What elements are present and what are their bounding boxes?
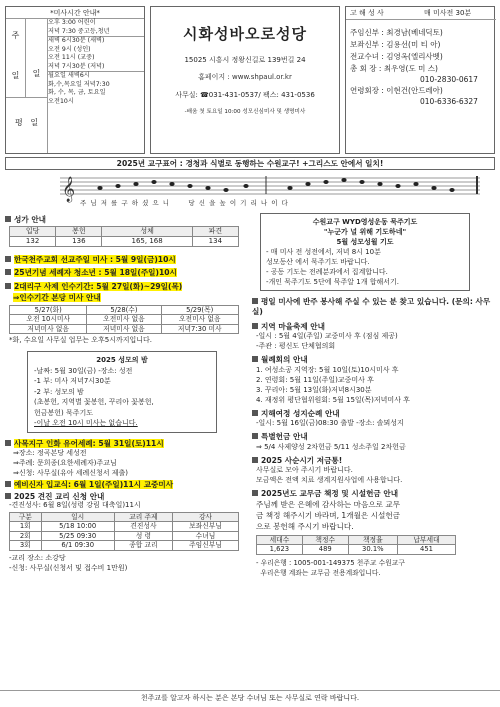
festival-title: 지역 마을축제 안내 — [252, 322, 495, 331]
rosary-box: 수원교구 WYD영성운동 묵주기도 "누군가 널 위해 기도하네" 5월 성모성월 기도 - 매 미사 전 성전에서, 저녁 8시 10분 성모동산 에서 묵주기도 바랍니다. - 공동 기도는 전례분과에서 집계합니다. -개인 묵주기도 5단에 묵주알 1개 합해서기. — [260, 213, 470, 291]
may-night-title: 2025 성모의 밤 — [96, 356, 148, 365]
confession-label: 고 해 성 사 — [350, 9, 384, 17]
mass-line: 오전 11시 (교중) — [48, 54, 95, 61]
parish-note: -배움 첫 토요일 10:00 성모신심미사 및 생명미사 — [184, 109, 306, 115]
notice-item: 한국천주교회 선교주일 미사 : 5월 9일(금)10시 — [5, 255, 245, 264]
parish-box — [150, 6, 340, 154]
parish-name: 시화성바오로성당 — [183, 25, 307, 43]
confirmation-notes: -교리 장소: 소강당 -신청: 사무실(신청서 및 접수비 1만원) — [9, 553, 128, 572]
bank-info: - 우리은행 : 1005-001-149375 천주교 수원교구 우리은행 계좌는 교무금 전용계좌입니다. — [256, 558, 405, 577]
left-column — [5, 213, 245, 573]
parish-address: 15025 시흥시 정왕신길로 139번길 24 — [184, 55, 306, 64]
confirmation-table: 구분 일시 교리 주제 강사 1회 5/18 10:00 견진성사 보좌신부님 2회 5/25 09:30 성 령 수녀님 3회 6/1 09:30 종합 교리 주임신부님 — [9, 512, 239, 551]
mass-line: 오전 9시 (성인) — [48, 45, 91, 53]
confirmation-sub: -견진성사: 6월 8일(성령 강림 대축일)11시 — [9, 501, 141, 510]
staff-list: 주임신부 : 최경남(베네딕토) 보좌신부 : 김용선(미 티 아) 전교수녀 : 김영옥(엘리사벳) 총 회 장 : 최우영(도 미 스) 010-2830-0617 연령회장 : 이현건(안드레아) 010-6336-6327 — [350, 28, 478, 106]
parish-homepage[interactable]: 홈페이지 : www.shpaul.or.kr — [198, 72, 292, 81]
music-staff — [60, 172, 480, 210]
notice-item: 2대리구 사제 인수기간: 5월 27일(화)~29일(목) — [5, 282, 245, 291]
lent-bank-title: 2025 사순시기 저금통! — [252, 456, 495, 465]
hymn-table: 입당 봉헌 성체 파견 132 136 165, 168 134 — [9, 226, 239, 247]
mass-line: 화, 수, 목, 금, 토요일 — [48, 89, 106, 96]
meeting-title: 월례회의 안내 — [252, 355, 495, 364]
staff-box — [345, 6, 495, 154]
transfer-schedule-table: 5/27(화) 5/28(수) 5/29(목) 오전 10시미사 오전미사 없음 오전미사 없음 저녁미사 없음 저녁미사 없음 저녁7:30 미사 — [9, 305, 239, 334]
may-night-box: 2025 성모의 밤 -날짜: 5월 30일(금) -장소: 성전 -1 부: 미사 저녁7시30분 -2 부: 성모의 밤 (초봉헌, 지역별 꽃봉헌, 꾸리아 꽃봉헌, 헌금봉헌) 묵주기도 -이날 오전 10시 미사는 없습니다. — [27, 351, 217, 433]
right-column: 수원교구 WYD영성운동 묵주기도 "누군가 널 위해 기도하네" 5월 성모성월 기도 - 매 미사 전 성전에서, 저녁 8시 10분 성모동산 에서 묵주기도 바랍니다. - 공동 기도는 전례분과에서 집계합니다. -개인 묵주기도 5단에 묵주알 1개 합해서기. 평일 미사에 반주 봉사해 주실 수 있는 분 찾고 있습니다. (문의: 사무실) 지역 마을축제 안내 -일시 : 5월 4일(주일) 교중미사 후 (점심 제공) -주관 : 평신도 단체협의회 월례회의 안내 1. 여성소공 지역장: 5월 10일(토)10시미사 후 2. 연령회: 5월 11일(주일)교중미사 후 3. 꾸리아: 5월 13일(화)저녁8시30분 4. 재정위 평단협위원회: 5월 15일(목)저녁미사 후 지해여정 성지순례 안내 -일시: 5월 16일(금)08:30 출발 -장소: 솔뫼성지 특별헌금 안내 ⇒ 5/4 사제양성 2차헌금 5/11 성소주일 2차헌금 2025 사순시기 저금통! 사무실로 모아 주시기 바랍니다. 모금액은 전액 치료 생계지원사업에 사용합니다. 2025년도 교무금 책정 및 시설헌금 안내 주님께 받은 은혜에 감사하는 마음으로 교무 금 책정 해주시기 바라며, 1개월은 시설헌금 으로 봉헌해 주시기 바랍니다. 세대수 책정수 책정율 납부세대 1,623 489 30.1% 451 - 우리은행 : 1005-001-149375 천주교 수원교구 우리은행 계좌는 교무금 전용계좌입니다. — [252, 213, 495, 578]
entrance-title: 예비신자 입교식: 6월 1일(주일)11시 교중미사 — [5, 480, 245, 489]
pilgrimage-title: 지해여정 성지순례 안내 — [252, 409, 495, 418]
confirmation-title: 2025 견진 교리 신청 안내 — [5, 492, 245, 501]
motto-banner: 2025년 교구표어 : 경청과 식별로 동행하는 수원교구! +그리스도 안에서 일치! — [5, 157, 495, 170]
day-label-sun-2: 일 — [26, 19, 48, 97]
accompanist-notice: 평일 미사에 반주 봉사해 주실 수 있는 분 찾고 있습니다. (문의: 사무실) — [252, 297, 491, 316]
mass-line: 화,수,목요일 저녁7:30 — [48, 80, 110, 88]
baptism-title: 사목지구 인화 유어세례: 5월 31일(토)11시 — [5, 439, 245, 448]
mass-line: 오후 3:00 어린이 — [48, 19, 96, 26]
hymn-title: 성가 안내 — [5, 215, 245, 224]
day-label-weekday: 평 일 — [6, 97, 48, 153]
dues-title: 2025년도 교무금 책정 및 시설헌금 안내 — [252, 489, 495, 498]
transfer-subtitle: ⇒인수기간 본당 미사 안내 — [13, 293, 101, 303]
lyrics: 주 님 저 를 구 하 셨 으 니 당 신 을 높 이 기 리 나 이 다 — [80, 199, 289, 207]
mass-times-title: *미사시간 안내* — [6, 7, 144, 19]
footer-note: 천주교를 알고자 하시는 분은 본당 수녀님 또는 사무실로 연락 바랍니다. — [0, 690, 500, 703]
dues-table: 세대수 책정수 책정율 납부세대 1,623 489 30.1% 451 — [256, 535, 456, 555]
mass-line: 저녁 7:30 중고등,청년 — [48, 28, 144, 38]
baptism-lines: ⇒장소: 정곡본당 세성전 ⇒주례: 문희종(요한세례자)주교님 ⇒신청: 사무실(유아 세례신청서 제출) — [13, 449, 129, 478]
confession-time: 매 미사전 30분 — [424, 9, 472, 17]
schedule-note: *화, 수요일 사무실 업무는 오후5시까지입니다. — [9, 336, 153, 345]
parish-phone: 사무실: ☎031-431-0537/ 팩스: 431-0536 — [175, 91, 315, 100]
mass-times-box — [5, 6, 145, 154]
offering-title: 특별헌금 안내 — [252, 432, 495, 441]
mass-line: 오전10시 — [48, 97, 74, 105]
mass-line: 저녁 7시30분 (저녁) — [48, 63, 144, 73]
mass-line: 새벽 6시30분 (새벽) — [48, 37, 105, 44]
svg-text:𝄞: 𝄞 — [62, 177, 76, 202]
notice-item: 25년기념 세례자 청소년 : 5월 18일(주일)10시 — [5, 268, 245, 277]
day-label-sun: 주 일 — [6, 19, 26, 97]
mass-line: 월요일 새벽6시 — [48, 72, 90, 79]
